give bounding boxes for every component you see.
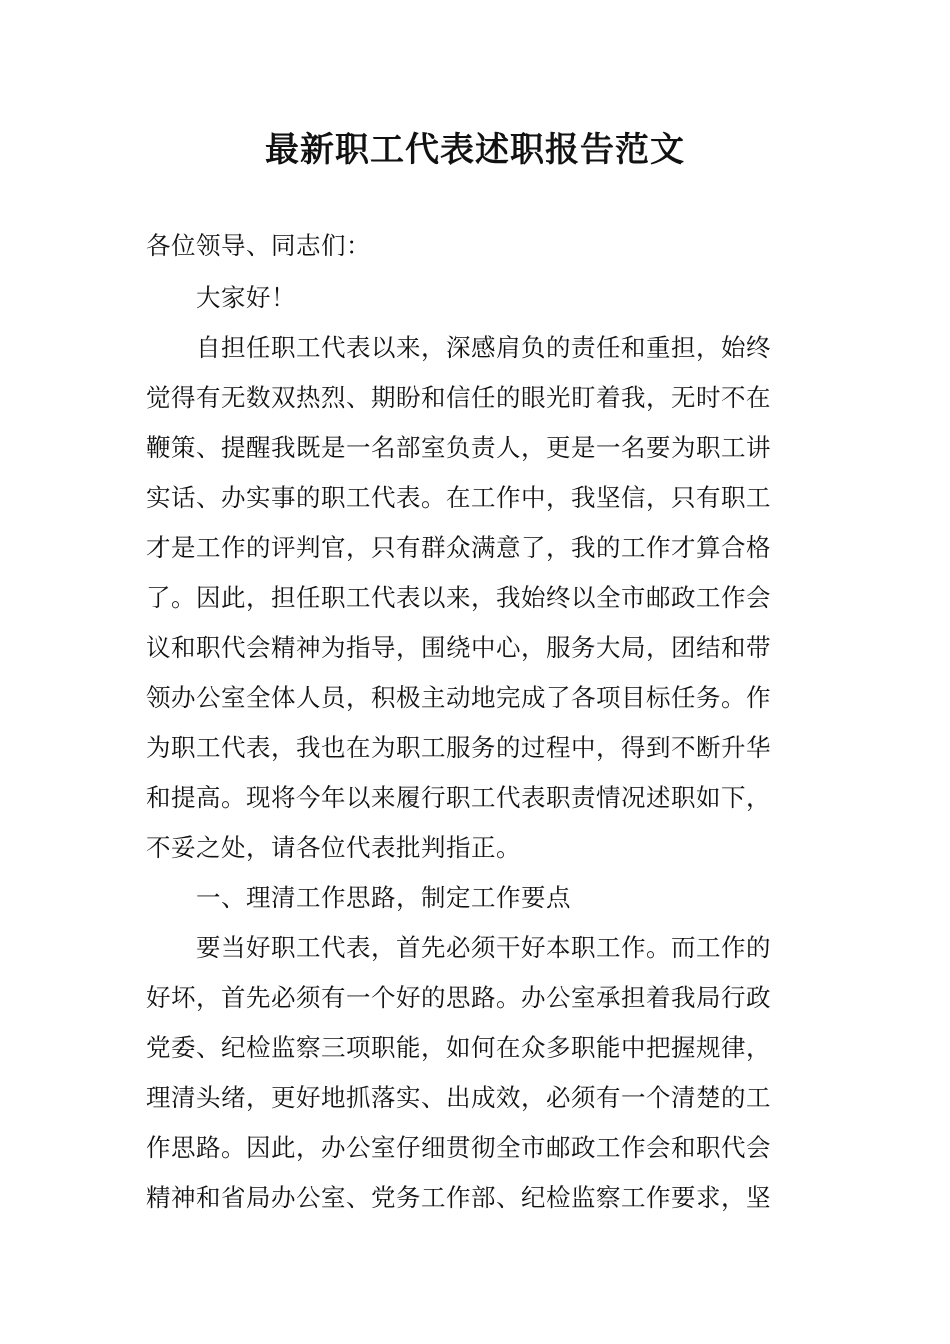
paragraph-line: 精神和省局办公室、党务工作部、纪检监察工作要求，坚 [146,1183,771,1212]
paragraph-line: 觉得有无数双热烈、期盼和信任的眼光盯着我，无时不在 [146,383,771,412]
paragraph-line: 不妥之处，请各位代表批判指正。 [146,833,521,862]
paragraph-line: 议和职代会精神为指导，围绕中心，服务大局，团结和带 [146,633,771,662]
paragraph-line: 领办公室全体人员，积极主动地完成了各项目标任务。作 [146,683,771,712]
greeting: 大家好！ [196,283,296,312]
paragraph-line: 才是工作的评判官，只有群众满意了，我的工作才算合格 [146,533,771,562]
paragraph-line: 好坏，首先必须有一个好的思路。办公室承担着我局行政 [146,983,771,1012]
paragraph-line: 理清头绪，更好地抓落实、出成效，必须有一个清楚的工 [146,1083,771,1112]
paragraph-line: 了。因此，担任职工代表以来，我始终以全市邮政工作会 [146,583,771,612]
paragraph-line: 作思路。因此，办公室仔细贯彻全市邮政工作会和职代会 [146,1133,771,1162]
document-title: 最新职工代表述职报告范文 [265,130,685,170]
section-heading: 一、理清工作思路，制定工作要点 [196,883,571,912]
salutation: 各位领导、同志们： [146,231,371,260]
paragraph-line: 党委、纪检监察三项职能，如何在众多职能中把握规律， [146,1033,771,1062]
paragraph-line: 实话、办实事的职工代表。在工作中，我坚信，只有职工 [146,483,771,512]
paragraph-line: 要当好职工代表，首先必须干好本职工作。而工作的 [196,933,771,962]
paragraph-line: 和提高。现将今年以来履行职工代表职责情况述职如下， [146,783,771,812]
paragraph-line: 鞭策、提醒我既是一名部室负责人，更是一名要为职工讲 [146,433,771,462]
paragraph-line: 为职工代表，我也在为职工服务的过程中，得到不断升华 [146,733,771,762]
paragraph-line: 自担任职工代表以来，深感肩负的责任和重担，始终 [196,333,771,362]
